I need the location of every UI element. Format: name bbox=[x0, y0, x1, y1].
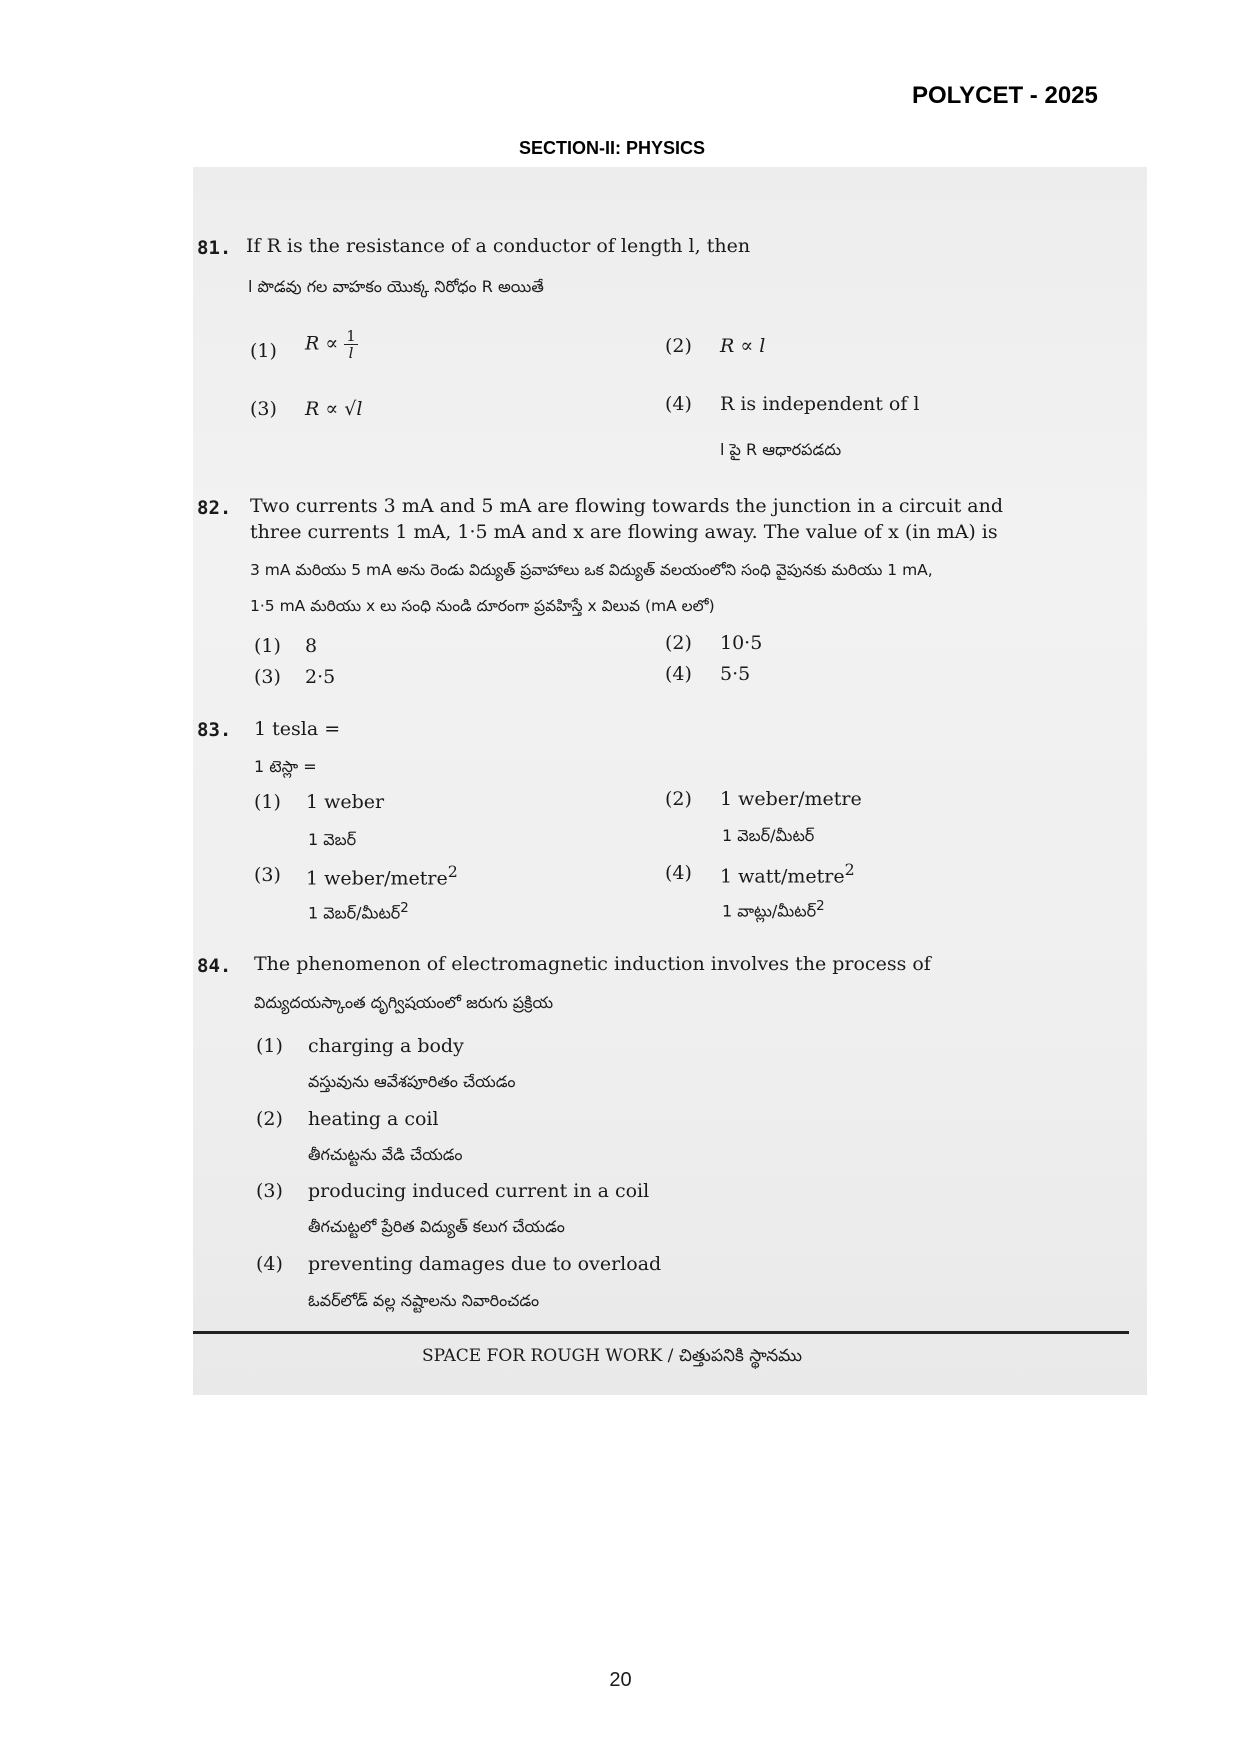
option-label: (1) bbox=[254, 791, 281, 813]
exam-title: POLYCET - 2025 bbox=[912, 82, 1098, 109]
option-label: (3) bbox=[254, 864, 281, 886]
option-1[interactable]: charging a body bbox=[308, 1035, 464, 1057]
question-text: 1 tesla = bbox=[254, 718, 341, 740]
question-text-telugu: l పొడవు గల వాహకం యొక్క నిరోధం R అయితే bbox=[248, 277, 544, 296]
question-text-telugu-2: 1·5 mA మరియు x లు సంధి నుండి దూరంగా ప్రవహిస్తే x విలువ (mA లలో) bbox=[250, 597, 715, 615]
fraction bbox=[344, 328, 358, 361]
option-2-telugu: తీగచుట్టను వేడి చేయడం bbox=[308, 1145, 463, 1164]
option-label: (2) bbox=[256, 1108, 283, 1130]
option-label: (2) bbox=[665, 632, 692, 654]
question-text-telugu: విద్యుదయస్కాంత దృగ్విషయంలో జరుగు ప్రక్రియ bbox=[254, 993, 554, 1012]
option-text-telugu: 1 వెబర్/మీటర్ bbox=[308, 903, 401, 923]
option-label: (2) bbox=[665, 788, 692, 810]
option-4-telugu: ఓవర్‌లోడ్ వల్ల నష్టాలను నివారించడం bbox=[308, 1291, 540, 1310]
option-3-telugu bbox=[308, 901, 409, 926]
numerator: 1 bbox=[346, 327, 356, 345]
question-text: The phenomenon of electromagnetic induction involves the process of bbox=[254, 953, 931, 975]
option-1[interactable]: 8 bbox=[305, 635, 318, 657]
option-label: (4) bbox=[256, 1253, 283, 1275]
option-1[interactable] bbox=[305, 328, 358, 361]
denominator: l bbox=[348, 344, 354, 362]
question-number: 83. bbox=[197, 719, 232, 741]
option-text: 1 watt/metre bbox=[720, 865, 845, 888]
option-label: (3) bbox=[256, 1180, 283, 1202]
option-3[interactable]: R ∝ √l bbox=[305, 398, 363, 420]
option-text: R ∝ bbox=[305, 332, 339, 355]
option-3[interactable]: producing induced current in a coil bbox=[308, 1180, 650, 1202]
page-number: 20 bbox=[609, 1669, 632, 1691]
question-text-line-2: three currents 1 mA, 1·5 mA and x are flowing away. The value of x (in mA) is bbox=[250, 521, 998, 543]
option-text-telugu: 1 వాట్లు/మీటర్ bbox=[722, 901, 817, 921]
option-2[interactable]: heating a coil bbox=[308, 1108, 439, 1130]
option-4[interactable]: R is independent of l bbox=[720, 393, 920, 415]
question-text-telugu: 1 టెస్లా = bbox=[254, 757, 317, 776]
superscript: 2 bbox=[400, 901, 409, 916]
option-text: 1 weber/metre bbox=[306, 867, 448, 890]
rough-work-label: SPACE FOR ROUGH WORK / చిత్తుపనికి స్థానము bbox=[421, 1346, 803, 1366]
option-4-telugu bbox=[722, 899, 825, 924]
option-label: (1) bbox=[254, 635, 281, 657]
option-3-telugu: తీగచుట్టలో ప్రేరిత విద్యుత్ కలుగ చేయడం bbox=[308, 1217, 565, 1236]
option-label: (4) bbox=[665, 393, 692, 415]
question-number: 84. bbox=[197, 955, 232, 977]
option-2-telugu: 1 వెబర్/మీటర్ bbox=[722, 826, 815, 845]
section-title: SECTION-II: PHYSICS bbox=[518, 138, 706, 158]
option-2[interactable]: R ∝ l bbox=[720, 335, 766, 357]
question-text-line-1: Two currents 3 mA and 5 mA are flowing towards the junction in a circuit and bbox=[250, 495, 1004, 517]
option-1[interactable]: 1 weber bbox=[306, 791, 385, 813]
option-label: (1) bbox=[256, 1035, 283, 1057]
option-2[interactable]: 10·5 bbox=[720, 632, 763, 654]
option-label: (3) bbox=[254, 666, 281, 688]
question-text-telugu-1: 3 mA మరియు 5 mA అను రెండు విద్యుత్ ప్రవాహాలు ఒక విద్యుత్ వలయంలోని సంధి వైపునకు మరియు 1 mA, bbox=[250, 561, 933, 579]
question-number: 81. bbox=[197, 237, 232, 259]
option-1-telugu: వస్తువును ఆవేశపూరితం చేయడం bbox=[308, 1072, 516, 1091]
divider-rule bbox=[193, 1331, 1129, 1334]
option-4[interactable]: preventing damages due to overload bbox=[308, 1253, 662, 1275]
option-label: (3) bbox=[250, 398, 277, 420]
option-2[interactable]: 1 weber/metre bbox=[720, 788, 862, 810]
question-text: If R is the resistance of a conductor of length l, then bbox=[246, 235, 751, 257]
superscript: 2 bbox=[447, 862, 458, 881]
option-3[interactable]: 2·5 bbox=[305, 666, 336, 688]
option-3[interactable] bbox=[306, 862, 458, 889]
option-4-telugu: l పై R ఆధారపడదు bbox=[720, 440, 842, 459]
option-4[interactable]: 5·5 bbox=[720, 663, 751, 685]
option-label: (1) bbox=[250, 340, 277, 362]
superscript: 2 bbox=[844, 860, 855, 879]
option-1-telugu: 1 వెబర్ bbox=[308, 830, 357, 849]
option-label: (4) bbox=[665, 663, 692, 685]
question-number: 82. bbox=[197, 497, 232, 519]
option-label: (4) bbox=[665, 862, 692, 884]
superscript: 2 bbox=[816, 899, 825, 914]
option-label: (2) bbox=[665, 335, 692, 357]
option-4[interactable] bbox=[720, 860, 855, 887]
